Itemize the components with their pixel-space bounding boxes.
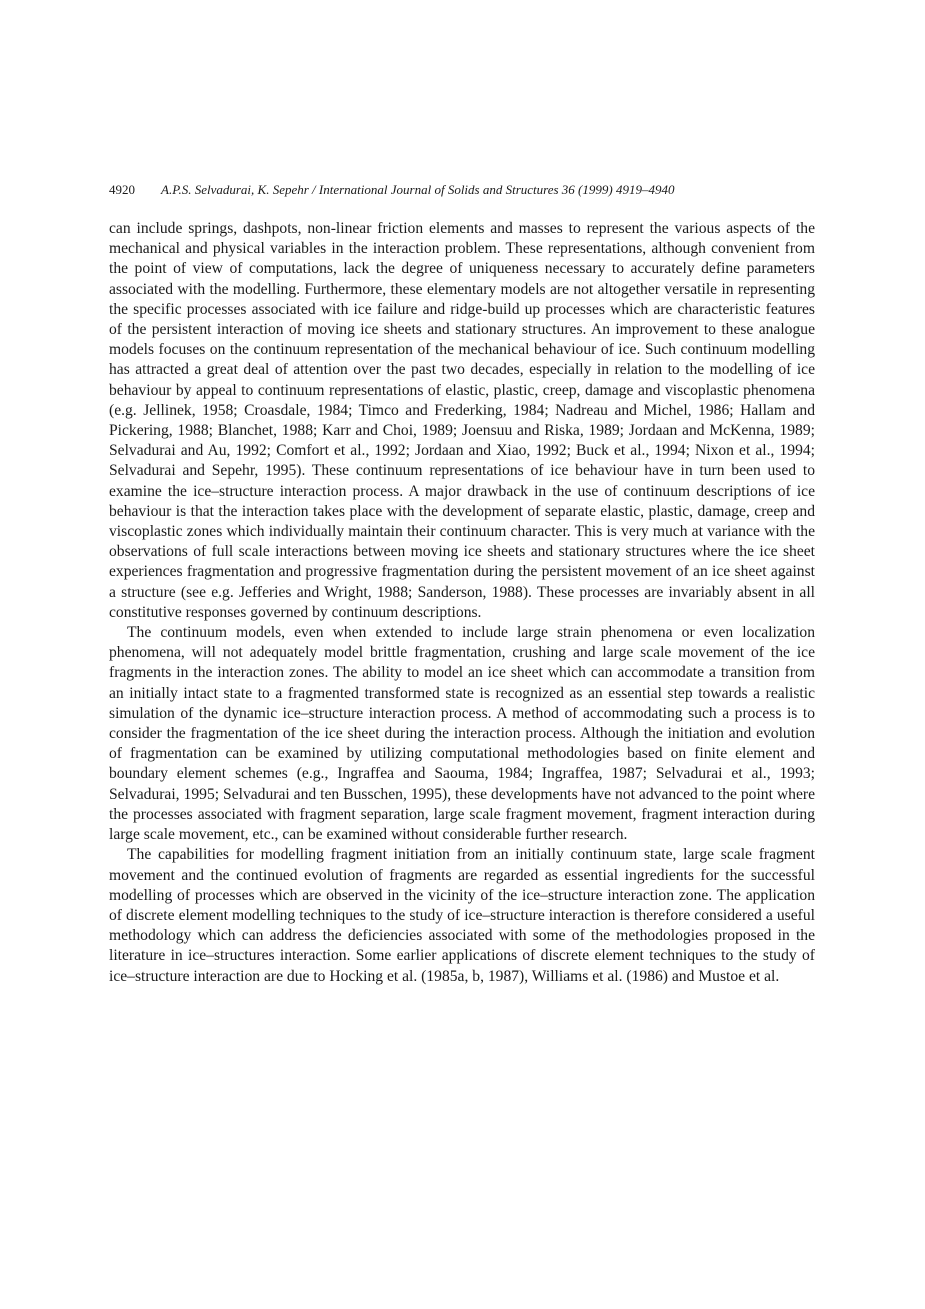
body-text xyxy=(109,219,815,987)
paragraph-2: The continuum models, even when extended to include large strain phenomena or even localization phenomena, will not adequately model brittle fragmentation, crushing and large scale movement of the ice fragments in the interaction zones. The ability to model an ice sheet which can accommodate a transition from an initially intact state to a fragmented transformed state is recognized as an essential step towards a realistic simulation of the dynamic ice–structure interaction process. A method of accommodating such a process is to consider the fragmentation of the ice sheet during the interaction process. Although the initiation and evolution of fragmentation can be examined by utilizing computational methodologies based on finite element and boundary element schemes (e.g., Ingraffea and Saouma, 1984; Ingraffea, 1987; Selvadurai et al., 1993; Selvadurai, 1995; Selvadurai and ten Busschen, 1995), these developments have not advanced to the point where the processes associated with fragment separation, large scale fragment movement, fragment interaction during large scale movement, etc., can be examined without considerable further research. xyxy=(109,624,815,844)
journal-citation: A.P.S. Selvadurai, K. Sepehr / International Journal of Solids and Structures 36 (1999) 4919–4940 xyxy=(161,182,675,197)
paragraph-1: can include springs, dashpots, non-linear friction elements and masses to represent the various aspects of the mechanical and physical variables in the interaction problem. These representations, although convenient from the point of view of computations, lack the degree of uniqueness necessary to accurately define parameters associated with the modelling. Furthermore, these elementary models are not altogether versatile in representing the specific processes associated with ice failure and ridge-build up processes which are characteristic features of the persistent interaction of moving ice sheets and stationary structures. An improvement to these analogue models focuses on the continuum representation of the mechanical behaviour of ice. Such continuum modelling has attracted a great deal of attention over the past two decades, especially in relation to the modelling of ice behaviour by appeal to continuum representations of elastic, plastic, creep, damage and viscoplastic phenomena (e.g. Jellinek, 1958; Croasdale, 1984; Timco and Frederking, 1984; Nadreau and Michel, 1986; Hallam and Pickering, 1988; Blanchet, 1988; Karr and Choi, 1989; Joensuu and Riska, 1989; Jordaan and McKenna, 1989; Selvadurai and Au, 1992; Comfort et al., 1992; Jordaan and Xiao, 1992; Buck et al., 1994; Nixon et al., 1994; Selvadurai and Sepehr, 1995). These continuum representations of ice behaviour have in turn been used to examine the ice–structure interaction process. A major drawback in the use of continuum descriptions of ice behaviour is that the interaction takes place with the development of separate elastic, plastic, damage, creep and viscoplastic zones which individually maintain their continuum character. This is very much at variance with the observations of full scale interactions between moving ice sheets and stationary structures where the ice sheet experiences fragmentation and progressive fragmentation during the persistent movement of an ice sheet against a structure (see e.g. Jefferies and Wright, 1988; Sanderson, 1988). These processes are invariably absent in all constitutive responses governed by continuum descriptions. xyxy=(109,220,815,621)
paragraph-3: The capabilities for modelling fragment initiation from an initially continuum state, large scale fragment movement and the continued evolution of fragments are regarded as essential ingredients for the successful modelling of processes which are observed in the vicinity of the ice–structure interaction zone. The application of discrete element modelling techniques to the study of ice–structure interaction is therefore considered a useful methodology which can address the deficiencies associated with some of the methodologies proposed in the literature in ice–structures interaction. Some earlier applications of discrete element techniques to the study of ice–structure interaction are due to Hocking et al. (1985a, b, 1987), Williams et al. (1986) and Mustoe et al. xyxy=(109,846,815,985)
page xyxy=(109,180,815,987)
page-number: 4920 xyxy=(109,182,135,197)
running-header xyxy=(109,180,815,200)
